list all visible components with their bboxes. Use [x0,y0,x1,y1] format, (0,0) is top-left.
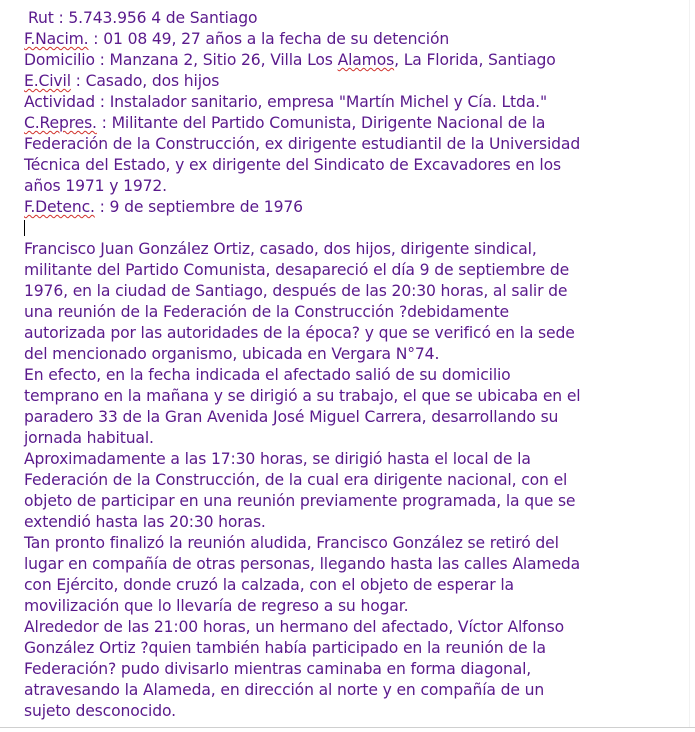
domicilio-text-post: , La Florida, Santiago [394,51,556,69]
body-line: Francisco Juan González Ortiz, casado, dos hijos, dirigente sindical, [24,240,537,258]
body-line: Aproximadamente a las 17:30 horas, se dirigió hasta el local de la [24,450,531,468]
body-line: atravesando la Alameda, en dirección al norte y en compañía de un [24,681,545,699]
body-line: lugar en compañía de otras personas, llegando hasta las calles Alameda [24,555,581,573]
body-line: una reunión de la Federación de la Construcción ?debidamente [24,303,509,321]
crepres-value-1: : Militante del Partido Comunista, Dirigente Nacional de la [96,114,546,132]
text-caret [24,220,25,236]
body-line: sujeto desconocido. [24,702,176,720]
body-line: Tan pronto finalizó la reunión aludida, Francisco González se retiró del [24,534,559,552]
document-text-area[interactable] [24,8,686,722]
body-line: temprano en la mañana y se dirigió a su trabajo, el que se ubicaba en el [24,387,581,405]
fdetenc-line [24,197,686,218]
rut-line [24,8,686,29]
body-line: militante del Partido Comunista, desapareció el día 9 de septiembre de [24,261,570,279]
body-line: con Ejército, donde cruzó la calzada, con el objeto de esperar la [24,576,514,594]
body-line: paradero 33 de la Gran Avenida José Miguel Carrera, desarrollando su [24,408,559,426]
crepres-line-3: Técnica del Estado, y ex dirigente del Sindicato de Excavadores en los [24,156,561,174]
fdetenc-value: : 9 de septiembre de 1976 [94,198,303,216]
crepres-line-4: años 1971 y 1972. [24,177,167,195]
bottom-divider [0,727,695,728]
actividad-line: Actividad : Instalador sanitario, empresa "Martín Michel y Cía. Ltda." [24,93,547,111]
crepres-line-1 [24,113,686,134]
fnacim-value: : 01 08 49, 27 años a la fecha de su detención [88,30,450,48]
body-line: movilización que lo llevaría de regreso a su hogar. [24,597,409,615]
domicilio-alamos-word: Alamos [337,51,395,69]
ecivil-label: E.Civil [24,72,71,90]
body-line: Federación? pudo divisarlo mientras caminaba en forma diagonal, [24,660,532,678]
rut-value: : 5.743.956 4 de Santiago [58,9,258,27]
fdetenc-label: F.Detenc. [24,198,95,216]
body-line: autorizada por las autoridades de la época? y que se verificó en la sede [24,324,575,342]
body-line: Alrededor de las 21:00 horas, un hermano del afectado, Víctor Alfonso [24,618,565,636]
ecivil-line [24,71,686,92]
body-line: del mencionado organismo, ubicada en Vergara N°74. [24,345,440,363]
empty-line-with-caret[interactable] [24,218,686,239]
domicilio-line [24,50,686,71]
fnacim-line [24,29,686,50]
crepres-line-2: Federación de la Construcción, ex dirigente estudiantil de la Universidad [24,135,581,153]
body-line: objeto de participar en una reunión previamente programada, la que se [24,492,576,510]
page-edge-divider [689,0,690,728]
domicilio-text-pre: Domicilio : Manzana 2, Sitio 26, Villa Los [24,51,338,69]
crepres-label: C.Repres. [24,114,97,132]
body-line: Federación de la Construcción, de la cual era dirigente nacional, con el [24,471,568,489]
body-line: jornada habitual. [24,429,154,447]
body-line: En efecto, en la fecha indicada el afectado salió de su domicilio [24,366,511,384]
body-line: extendió hasta las 20:30 horas. [24,513,266,531]
narrative-body [24,239,686,722]
ecivil-value: : Casado, dos hijos [70,72,220,90]
fnacim-label: F.Nacim. [24,30,89,48]
body-line: González Ortiz ?quien también había participado en la reunión de la [24,639,546,657]
rut-label: Rut [28,9,54,27]
body-line: 1976, en la ciudad de Santiago, después de las 20:30 horas, al salir de [24,282,568,300]
